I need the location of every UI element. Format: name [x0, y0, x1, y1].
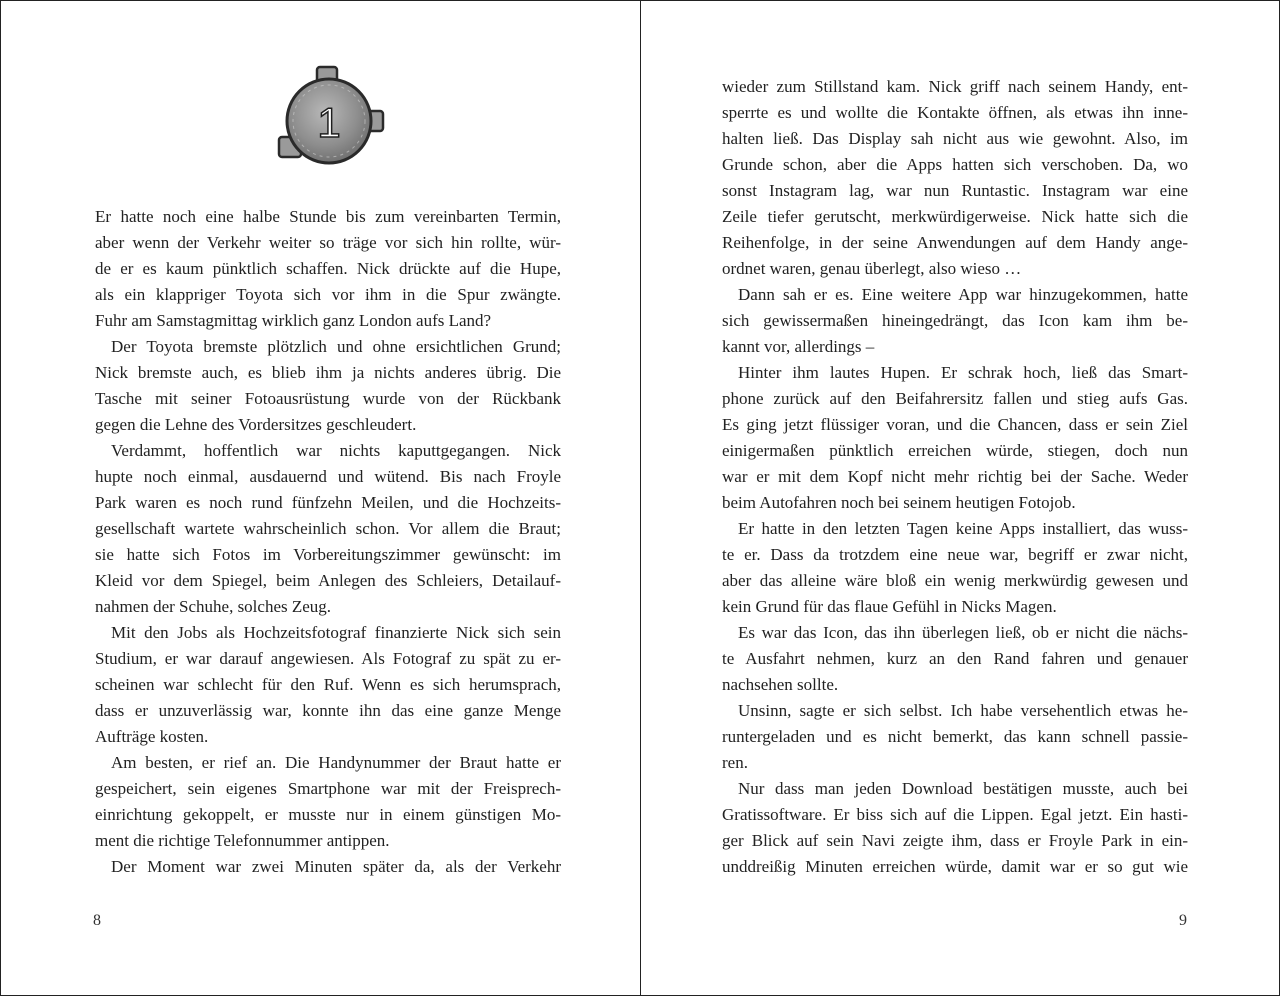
- text-line: einigermaßen pünktlich erreichen würde, stiegen, doch nun: [722, 441, 1188, 460]
- page-number-left: 8: [93, 912, 101, 929]
- text-line: Tasche mit seiner Fotoausrüstung wurde von der Rückbank: [95, 389, 561, 408]
- text-line: phone zurück auf den Beifahrersitz fallen und stieg aufs Gas.: [722, 389, 1188, 408]
- text-line: Am besten, er rief an. Die Handynummer der Braut hatte er: [111, 753, 561, 772]
- text-line: aber wenn der Verkehr weiter so träge vor sich hin rollte, wür-: [95, 233, 561, 252]
- text-line: Es ging jetzt flüssiger voran, und die Chancen, dass er sein Ziel: [722, 415, 1188, 434]
- text-line: sich gewissermaßen hineingedrängt, das Icon kam ihm be-: [722, 311, 1188, 330]
- text-line: als ein klappriger Toyota sich vor ihm in die Spur zwängte.: [95, 285, 561, 304]
- text-line: sperrte es und wollte die Kontakte öffnen, als etwas ihn inne-: [722, 103, 1188, 122]
- text-line: scheinen war schlecht für den Ruf. Wenn es sich herumsprach,: [95, 675, 561, 694]
- text-line: halten ließ. Das Display sah nicht aus wie gewohnt. Also, im: [722, 129, 1188, 148]
- text-line: Hinter ihm lautes Hupen. Er schrak hoch, ließ das Smart-: [738, 363, 1188, 382]
- text-line: kannt vor, allerdings –: [722, 337, 875, 356]
- text-line: ment die richtige Telefonnummer antippen.: [95, 831, 390, 850]
- text-line: unddreißig Minuten erreichen würde, damit war er so gut wie: [722, 857, 1188, 876]
- text-line: hupte noch einmal, ausdauernd und wütend. Bis nach Froyle: [95, 467, 561, 486]
- text-line: Unsinn, sagte er sich selbst. Ich habe versehentlich etwas he-: [738, 701, 1188, 720]
- text-line: Verdammt, hoffentlich war nichts kaputtgegangen. Nick: [111, 441, 561, 460]
- text-line: nachsehen sollte.: [722, 675, 839, 694]
- circular-plaque-icon: [271, 59, 391, 179]
- text-line: gespeichert, sein eigenes Smartphone war mit der Freisprech-: [95, 779, 561, 798]
- left-page-text: [95, 204, 561, 880]
- text-line: Mit den Jobs als Hochzeitsfotograf finanzierte Nick sich sein: [111, 623, 561, 642]
- text-line: de er es kaum pünktlich schaffen. Nick drückte auf die Hupe,: [95, 259, 561, 278]
- text-line: aber das alleine wäre bloß ein wenig merkwürdig gewesen und: [722, 571, 1188, 590]
- text-line: beim Autofahren noch bei seinem heutigen Fotojob.: [722, 493, 1076, 512]
- text-line: Zeile tiefer gerutscht, merkwürdigerweise. Nick hatte sich die: [722, 207, 1188, 226]
- text-line: te er. Dass da trotzdem eine neue war, begriff er zwar nicht,: [722, 545, 1188, 564]
- text-line: kein Grund für das flaue Gefühl in Nicks Magen.: [722, 597, 1057, 616]
- text-line: wieder zum Stillstand kam. Nick griff nach seinem Handy, ent-: [722, 77, 1188, 96]
- text-line: gesellschaft wartete wahrscheinlich schon. Vor allem die Braut;: [95, 519, 561, 538]
- text-line: gegen die Lehne des Vordersitzes geschleudert.: [95, 415, 417, 434]
- text-line: Er hatte noch eine halbe Stunde bis zum vereinbarten Termin,: [95, 207, 561, 226]
- text-line: Gratissoftware. Er biss sich auf die Lippen. Egal jetzt. Ein hasti-: [722, 805, 1188, 824]
- text-line: Nur dass man jeden Download bestätigen musste, auch bei: [738, 779, 1188, 798]
- chapter-emblem-icon: [271, 59, 391, 179]
- text-line: Studium, er war darauf angewiesen. Als Fotograf zu spät zu er-: [95, 649, 561, 668]
- text-line: Kleid vor dem Spiegel, beim Anlegen des Schleiers, Detailauf-: [95, 571, 561, 590]
- right-page-text: [722, 74, 1188, 880]
- text-line: ger Blick auf sein Navi zeigte ihm, dass er Froyle Park in ein-: [722, 831, 1188, 850]
- text-line: runtergeladen und es nicht bemerkt, das kann schnell passie-: [722, 727, 1188, 746]
- text-line: dass er unzuverlässig war, konnte ihn das eine ganze Menge: [95, 701, 561, 720]
- text-line: Der Toyota bremste plötzlich und ohne ersichtlichen Grund;: [111, 337, 561, 356]
- text-line: nahmen der Schuhe, solches Zeug.: [95, 597, 332, 616]
- text-line: Er hatte in den letzten Tagen keine Apps installiert, das wuss-: [738, 519, 1188, 538]
- chapter-number: 1: [317, 99, 341, 146]
- page-number-right: 9: [1179, 912, 1187, 929]
- right-page: [641, 1, 1279, 995]
- text-line: te Ausfahrt nehmen, kurz an den Rand fahren und genauer: [722, 649, 1188, 668]
- text-line: Park waren es noch rund fünfzehn Meilen, und die Hochzeits-: [95, 493, 561, 512]
- text-line: war er mit dem Kopf nicht mehr richtig bei der Sache. Weder: [722, 467, 1188, 486]
- text-line: Dann sah er es. Eine weitere App war hinzugekommen, hatte: [738, 285, 1188, 304]
- text-line: sie hatte sich Fotos im Vorbereitungszimmer gewünscht: im: [95, 545, 561, 564]
- text-line: Der Moment war zwei Minuten später da, als der Verkehr: [111, 857, 561, 876]
- left-page: [1, 1, 640, 995]
- text-line: Grunde schon, aber die Apps hatten sich verschoben. Da, wo: [722, 155, 1188, 174]
- text-line: ren.: [722, 753, 748, 772]
- text-line: Es war das Icon, das ihn überlegen ließ, ob er nicht die nächs-: [738, 623, 1188, 642]
- text-line: Reihenfolge, in der seine Anwendungen auf dem Handy ange-: [722, 233, 1188, 252]
- text-line: sonst Instagram lag, war nun Runtastic. Instagram war eine: [722, 181, 1188, 200]
- text-line: einrichtung gekoppelt, er musste nur in einem günstigen Mo-: [95, 805, 561, 824]
- text-line: Fuhr am Samstagmittag wirklich ganz London aufs Land?: [95, 311, 492, 330]
- text-line: Aufträge kosten.: [95, 727, 209, 746]
- text-line: ordnet waren, genau überlegt, also wieso …: [722, 259, 1022, 278]
- text-line: Nick bremste auch, es blieb ihm ja nichts anderes übrig. Die: [95, 363, 561, 382]
